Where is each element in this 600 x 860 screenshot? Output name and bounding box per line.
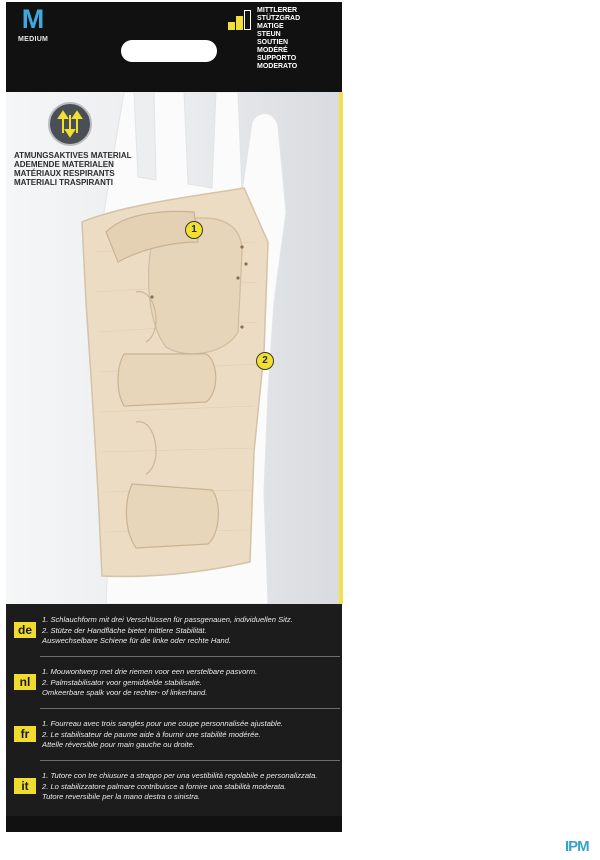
support-bar-1 [228, 22, 235, 30]
description-line: 1. Tutore con tre chiusure a strappo per una vestibilità regolabile e personalizzata. [42, 771, 318, 780]
breathable-arrows-icon [48, 102, 92, 146]
description-text-fr [42, 719, 338, 751]
language-tag-fr: fr [14, 726, 36, 742]
strap-3 [126, 484, 218, 548]
support-line: SUPPORTO [257, 55, 297, 62]
description-line: 2. Lo stabilizzatore palmare contribuisce a fornire una stabilità moderata. [42, 781, 287, 791]
description-line: Omkeerbare spalk voor de rechter- of linkerhand. [42, 688, 208, 697]
feature-marker-2: 2 [256, 352, 274, 370]
language-tag-de: de [14, 622, 36, 638]
material-line: ATMUNGSAKTIVES MATERIAL [14, 151, 132, 160]
description-line: 2. Le stabilisateur de paume aide à fournir une stabilité modérée. [42, 729, 261, 739]
description-line: 1. Fourreau avec trois sangles pour une coupe personnalisée ajustable. [42, 719, 284, 728]
divider [40, 656, 340, 657]
support-line: MITTLERER [257, 7, 298, 14]
size-letter: M [21, 4, 45, 34]
description-band [6, 604, 342, 816]
divider [40, 760, 340, 761]
description-de [6, 608, 342, 654]
description-line: 1. Mouwontwerp met drie riemen voor een verstelbare pasvorm. [42, 667, 258, 676]
support-bar-3 [244, 10, 251, 30]
size-word: MEDIUM [18, 36, 49, 43]
description-line: Auswechselbare Schiene für die linke oder rechte Hand. [42, 636, 232, 645]
description-text-it [42, 771, 338, 803]
support-level-icon [228, 8, 250, 30]
support-line: SOUTIEN [257, 39, 289, 46]
support-line: MATIGE [257, 23, 284, 30]
arrows-up-down-icon [50, 104, 90, 144]
material-line: MATÉRIAUX RESPIRANTS [14, 169, 115, 178]
package-footer-strip [6, 816, 342, 832]
description-line: 2. Palmstabilisator voor gemiddelde stabilisatie. [42, 677, 202, 687]
description-text-de [42, 615, 338, 647]
language-tag-it: it [14, 778, 36, 794]
support-line: MODERATO [257, 63, 298, 70]
material-line: MATERIALI TRASPIRANTI [14, 178, 113, 187]
description-line: 2. Stütze der Handfläche bietet mittlere Stabilität. [42, 625, 207, 635]
description-nl [6, 660, 342, 706]
product-package [6, 2, 342, 832]
description-line: 1. Schlauchform mit drei Verschlüssen für passgenauen, individuellen Sitz. [42, 615, 293, 624]
breathable-material-text [14, 151, 174, 187]
accent-edge [339, 92, 343, 604]
support-level-text [257, 7, 337, 71]
description-fr [6, 712, 342, 758]
support-line: STEUN [257, 31, 281, 38]
description-line: Tutore reversibile per la mano destra o sinistra. [42, 792, 201, 801]
description-it [6, 764, 342, 810]
package-header-band [6, 2, 342, 92]
support-line: STÜTZGRAD [257, 15, 301, 22]
hang-hole [121, 40, 217, 62]
material-line: ADEMENDE MATERIALEN [14, 160, 114, 169]
watermark-logo: IPM [565, 838, 589, 855]
description-line: Attelle réversible pour main gauche ou droite. [42, 740, 195, 749]
divider [40, 708, 340, 709]
language-tag-nl: nl [14, 674, 36, 690]
feature-marker-1: 1 [185, 221, 203, 239]
support-line: MODÉRÉ [257, 47, 288, 54]
description-text-nl [42, 667, 338, 699]
support-bar-2 [236, 16, 243, 30]
strap-2 [118, 354, 216, 406]
